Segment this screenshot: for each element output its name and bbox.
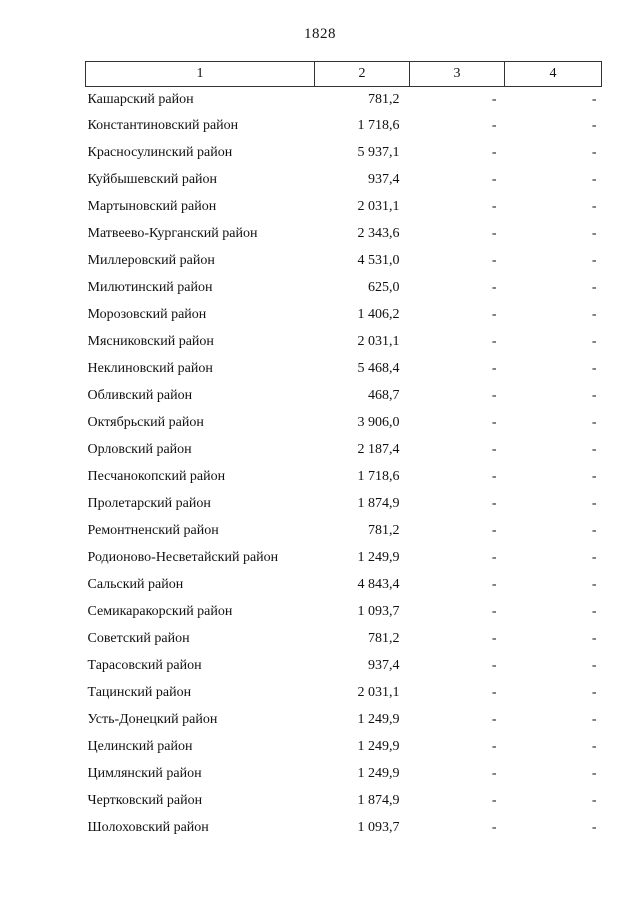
- col3-value: -: [491, 468, 497, 484]
- district-name: Мартыновский район: [87, 198, 217, 214]
- table-row: [86, 355, 602, 382]
- table-header: [86, 62, 602, 87]
- table-row: [86, 112, 602, 139]
- table-row: [86, 598, 602, 625]
- district-name: Целинский район: [87, 738, 193, 754]
- col3-value: -: [491, 414, 497, 430]
- col4-value: -: [591, 549, 597, 565]
- col4-value: -: [591, 333, 597, 349]
- amount-value: 2 031,1: [357, 333, 400, 349]
- table-row: [86, 490, 602, 517]
- col3-value: -: [491, 279, 497, 295]
- table-row: [86, 247, 602, 274]
- col3-value: -: [491, 792, 497, 808]
- district-name: Красносулинский район: [87, 144, 233, 160]
- amount-value: 4 843,4: [357, 576, 400, 592]
- col4-value: -: [591, 306, 597, 322]
- header-row: [86, 62, 602, 87]
- amount-value: 781,2: [368, 630, 400, 646]
- header-cell-4: 4: [505, 62, 602, 87]
- col4-value: -: [591, 144, 597, 160]
- amount-value: 5 468,4: [357, 360, 400, 376]
- amount-value: 937,4: [368, 657, 400, 673]
- district-name: Советский район: [87, 630, 190, 646]
- col3-value: -: [491, 198, 497, 214]
- col4-value: -: [591, 603, 597, 619]
- table-row: [86, 328, 602, 355]
- amount-value: 625,0: [368, 279, 400, 295]
- table-row: [86, 625, 602, 652]
- col4-value: -: [591, 117, 597, 133]
- col4-value: -: [591, 91, 597, 107]
- col3-value: -: [491, 684, 497, 700]
- col4-value: -: [591, 468, 597, 484]
- table-row: [86, 409, 602, 436]
- col3-value: -: [491, 711, 497, 727]
- col3-value: -: [491, 738, 497, 754]
- col4-value: -: [591, 711, 597, 727]
- district-name: Усть-Донецкий район: [87, 711, 218, 727]
- amount-value: 1 874,9: [357, 792, 400, 808]
- col4-value: -: [591, 495, 597, 511]
- amount-value: 2 031,1: [357, 198, 400, 214]
- col3-value: -: [491, 144, 497, 160]
- col3-value: -: [491, 441, 497, 457]
- district-name: Тацинский район: [87, 684, 192, 700]
- col4-value: -: [591, 792, 597, 808]
- table-row: [86, 139, 602, 166]
- district-name: Чертковский район: [87, 792, 203, 808]
- district-name: Семикаракорский район: [87, 603, 233, 619]
- header-cell-1: 1: [86, 62, 315, 87]
- table-row: [86, 193, 602, 220]
- district-name: Шолоховский район: [87, 819, 209, 835]
- district-name: Неклиновский район: [87, 360, 213, 376]
- col4-value: -: [591, 252, 597, 268]
- col3-value: -: [491, 171, 497, 187]
- col4-value: -: [591, 279, 597, 295]
- table-row: [86, 571, 602, 598]
- district-name: Сальский район: [87, 576, 184, 592]
- district-name: Ремонтненский район: [87, 522, 219, 538]
- col3-value: -: [491, 91, 497, 107]
- col4-value: -: [591, 630, 597, 646]
- col3-value: -: [491, 576, 497, 592]
- district-name: Миллеровский район: [87, 252, 215, 268]
- amount-value: 468,7: [368, 387, 400, 403]
- amount-value: 2 343,6: [357, 225, 400, 241]
- col4-value: -: [591, 225, 597, 241]
- table-row: [86, 787, 602, 814]
- table-row: [86, 166, 602, 193]
- table-row: [86, 87, 602, 113]
- amount-value: 3 906,0: [357, 414, 400, 430]
- table-row: [86, 679, 602, 706]
- col3-value: -: [491, 306, 497, 322]
- amount-value: 1 249,9: [357, 738, 400, 754]
- district-name: Песчанокопский район: [87, 468, 226, 484]
- table-row: [86, 733, 602, 760]
- col4-value: -: [591, 387, 597, 403]
- col4-value: -: [591, 576, 597, 592]
- table-row: [86, 652, 602, 679]
- amount-value: 1 718,6: [357, 117, 400, 133]
- col3-value: -: [491, 333, 497, 349]
- col4-value: -: [591, 819, 597, 835]
- amount-value: 1 874,9: [357, 495, 400, 511]
- col3-value: -: [491, 819, 497, 835]
- col4-value: -: [591, 657, 597, 673]
- col4-value: -: [591, 171, 597, 187]
- col4-value: -: [591, 198, 597, 214]
- col3-value: -: [491, 630, 497, 646]
- col4-value: -: [591, 522, 597, 538]
- table-row: [86, 544, 602, 571]
- table-body: [86, 87, 602, 842]
- table-row: [86, 517, 602, 544]
- district-name: Кашарский район: [87, 91, 194, 107]
- amount-value: 1 093,7: [357, 603, 400, 619]
- col3-value: -: [491, 549, 497, 565]
- table-row: [86, 220, 602, 247]
- table-row: [86, 463, 602, 490]
- district-name: Родионово-Несветайский район: [87, 549, 279, 565]
- table-row: [86, 706, 602, 733]
- col4-value: -: [591, 738, 597, 754]
- col3-value: -: [491, 117, 497, 133]
- amount-value: 5 937,1: [357, 144, 400, 160]
- col3-value: -: [491, 765, 497, 781]
- col3-value: -: [491, 522, 497, 538]
- col3-value: -: [491, 225, 497, 241]
- amount-value: 1 406,2: [357, 306, 400, 322]
- amount-value: 1 093,7: [357, 819, 400, 835]
- col4-value: -: [591, 414, 597, 430]
- district-name: Тарасовский район: [87, 657, 202, 673]
- data-table: [85, 61, 602, 841]
- table-row: [86, 814, 602, 841]
- col4-value: -: [591, 360, 597, 376]
- amount-value: 1 249,9: [357, 765, 400, 781]
- amount-value: 781,2: [368, 522, 400, 538]
- col3-value: -: [491, 387, 497, 403]
- amount-value: 2 031,1: [357, 684, 400, 700]
- amount-value: 2 187,4: [357, 441, 400, 457]
- district-name: Обливский район: [87, 387, 193, 403]
- district-name: Милютинский район: [87, 279, 213, 295]
- amount-value: 937,4: [368, 171, 400, 187]
- district-name: Куйбышевский район: [87, 171, 218, 187]
- page-number: 1828: [304, 26, 336, 42]
- col3-value: -: [491, 495, 497, 511]
- header-cell-3: 3: [410, 62, 505, 87]
- table-row: [86, 274, 602, 301]
- col4-value: -: [591, 765, 597, 781]
- col3-value: -: [491, 603, 497, 619]
- district-name: Пролетарский район: [87, 495, 211, 511]
- table-row: [86, 301, 602, 328]
- district-name: Цимлянский район: [87, 765, 202, 781]
- district-name: Орловский район: [87, 441, 192, 457]
- col4-value: -: [591, 441, 597, 457]
- district-name: Октябрьский район: [87, 414, 204, 430]
- col3-value: -: [491, 360, 497, 376]
- amount-value: 781,2: [368, 91, 400, 107]
- header-cell-2: 2: [315, 62, 410, 87]
- district-name: Мясниковский район: [87, 333, 214, 349]
- district-name: Морозовский район: [87, 306, 207, 322]
- col3-value: -: [491, 252, 497, 268]
- amount-value: 1 718,6: [357, 468, 400, 484]
- district-name: Константиновский район: [87, 117, 239, 133]
- amount-value: 1 249,9: [357, 549, 400, 565]
- amount-value: 1 249,9: [357, 711, 400, 727]
- table-row: [86, 382, 602, 409]
- table-row: [86, 436, 602, 463]
- table-row: [86, 760, 602, 787]
- district-name: Матвеево-Курганский район: [87, 225, 258, 241]
- col4-value: -: [591, 684, 597, 700]
- col3-value: -: [491, 657, 497, 673]
- amount-value: 4 531,0: [357, 252, 400, 268]
